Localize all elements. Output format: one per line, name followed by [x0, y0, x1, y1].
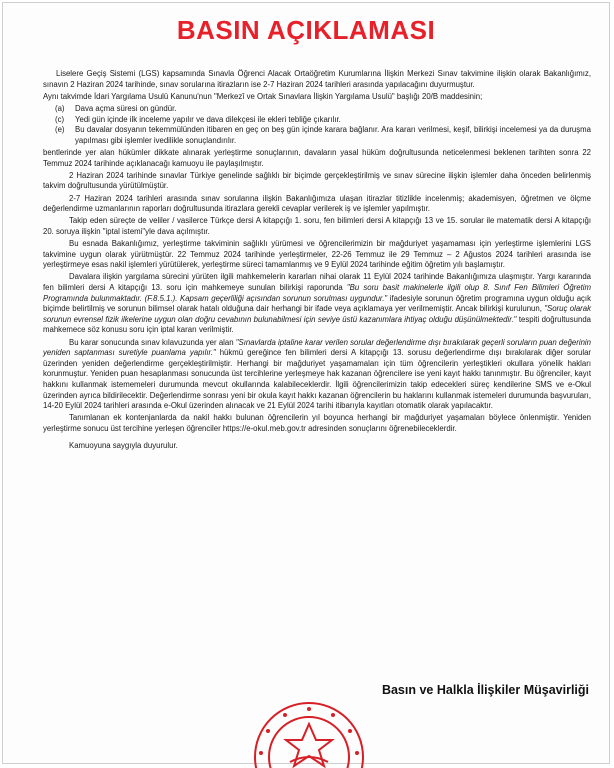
paragraph-8 [43, 272, 591, 336]
list-item [55, 115, 591, 126]
list-marker: (a) [55, 103, 65, 113]
document-body [43, 69, 591, 453]
paragraph-7: Bu esnada Bakanlığımız, yerleştirme takviminin sağlıklı yürümesi ve öğrencilerimizin bir mağduriyet yaşamaması için yerleştirme işlemlerini LGS takvimine uygun olarak yürütmüştür. 22 Temmuz 2024 tarihinde yerleştirmeler, 22-26 Temmuz ile 29 Temmuz – 2 Ağustos 2024 tarihleri arasında ise yerleştirmeye esas nakil işlemleri yürütülerek, yerleştirme süreci tamamlanmış ve 9 Eylül 2024 tarihinde eğitim öğretim yılı başlamıştır. [43, 239, 591, 270]
list-marker: (c) [55, 114, 65, 124]
paragraph-1: Liselere Geçiş Sistemi (LGS) kapsamında Sınavla Öğrenci Alacak Ortaöğretim Kurumlarına İlişkin Merkezi Sınav takvimine ilişkin olarak Bakanlığımız, sınavın 2 Haziran 2024 tarihinde, sınav sorularına itirazların ise 2-7 Haziran 2024 tarihleri arasında yapılacağını duyurmuştur. [43, 69, 591, 89]
list-marker: (e) [55, 125, 65, 135]
emblem-dots [259, 707, 359, 755]
closing-wrapper [43, 441, 591, 452]
list-item [55, 125, 591, 146]
paragraph-8-text: Davalara ilişkin yargılama sürecini yürüten ilgili mahkemelerin kararları nihai olarak 11 Eylül 2024 tarihinde Bakanlığımıza ulaşmıştır. Yargı kararında fen bilimleri dersi A kitapçığı 13. soru için mahkemeye sunulan bilirkişi raporunda [43, 272, 591, 293]
closing-line: Kamuoyuna saygıyla duyurulur. [69, 440, 178, 450]
signature: Basın ve Halkla İlişkiler Müşavirliği [381, 683, 589, 697]
clause-list [55, 104, 591, 146]
ministry-emblem-icon [250, 698, 368, 768]
press-release-page [2, 2, 610, 764]
paragraph-8-text: ifadesiyle sorunun öğretim programına uygun olduğu açık biçimde belirtilmiş ve sorunun bilimsel olarak hatalı olduğuna dair herhangi bir ifade veya açıklamaya yer verilmemiştir. Ancak bilirkişi kurulunun, [43, 293, 591, 314]
paragraph-9-text: Bu karar sonucunda sınav kılavuzunda yer alan [69, 337, 236, 347]
paragraph-3: bentlerinde yer alan hükümler dikkate alınarak yerleştirme sonuçlarının, davaların yasal hüküm doğrultusunda neticelenmesi beklenen tarihten sonra 22 Temmuz 2024 tarihinde açıklanacağı kamuoyu ile paylaşılmıştır. [43, 147, 591, 168]
expert-report-quote: "Bu soru basit makinelerle ilgili olup 8. Sınıf Fen Bilimleri Öğretim Programında bulunmaktadır. (F.8.5.1.). Kapsam geçerliliği açısından sorunun sorulması uygundur." [43, 283, 591, 303]
list-item [55, 104, 591, 115]
paragraph-4: 2 Haziran 2024 tarihinde sınavlar Türkiye genelinde sağlıklı bir biçimde gerçekleştirilmiş ve sınav sürecine ilişkin işlemler daha önceden belirlenmiş takvim doğrultusunda yürütülmüştür. [43, 170, 591, 191]
emblem-outer-ring [255, 703, 363, 768]
page-title: BASIN AÇIKLAMASI [176, 15, 436, 45]
paragraph-9-text: hükmü gereğince fen bilimleri dersi A kitapçığı 13. sorusu değerlendirme dışı bırakılarak diğer sorular üzerinden yeniden değerlendirme gerçekleştirilmiştir. Herhangi bir mağduriyet yaşamamaları için tüm öğrencilerin yerleştikleri okullara yönelik hakları korunmuştur. Yeniden puan hesaplanması sonucunda üst tercihlerine yerleşmeye hak kazanan öğrencilere ise yeni kayıt hakkı tanınmıştır. Bu öğrenciler, kayıt hakkını kullanmak istememeleri durumunda mevcut okullarında kalabileceklerdir. İlgili öğrencilerimizin takip edecekleri süreç kendilerine SMS ve e-Okul üzerinden ayrıca bildirilecektir. Değerlendirme sonrası yeni bir okula kayıt hakkı kazanan öğrencilerin bu haklarını kullanmak istemeleri durumunda başvuruları, 14-20 Eylül 2024 tarihleri arasında e-Okul üzerinden alınacak ve 21 Eylül 2024 tarihi itibarıyla kayıtları otomatik olarak yapılacaktır. [43, 348, 592, 411]
paragraph-6: Takip eden süreçte de veliler / vasilerce Türkçe dersi A kitapçığı 1. soru, fen bilimleri dersi A kitapçığı 13 ve 15. sorular ile matematik dersi A kitapçığı 20. soruya ilişkin "iptal istemi"yle dava açılmıştır. [43, 216, 591, 236]
paragraph-2: Aynı takvimde İdari Yargılama Usulü Kanunu'nun "Merkezî ve Ortak Sınavlara İlişkin Yargılama Usulü" başlığı 20/B maddesinin; [43, 91, 483, 101]
paragraph-10: Tanımlanan ek kontenjanlarda da nakil hakkı bulunan öğrencilerin yıl boyunca herhangi bir mağduriyet yaşamaları böylece önlenmiştir. Yeniden yerleştirme sonucu üst tercihine yerleşen öğrenciler https://e-okul.meb.gov.tr adresinden sonuçlarını öğrenebileceklerdir. [43, 413, 591, 433]
paragraph-8-text: tespiti doğrultusunda mahkemece söz konusu soru için iptal kararı verilmiştir. [43, 314, 591, 335]
list-text: Dava açma süresi on gündür. [75, 103, 177, 113]
emblem-svg [250, 698, 368, 768]
exam-guide-quote: "Sınavlarda iptaline karar verilen sorular değerlendirme dışı bırakılarak geçerli soruların puan değerinin yeniden saptanması suretiyle puanlama yapılır." [43, 337, 591, 358]
list-text: Bu davalar dosyanın tekemmülünden itibaren en geç on beş gün içinde karara bağlanır. Ara kararı verilmesi, keşif, bilirkişi incelemesi ya da duruşma yapılması gibi işlemler ivedilikle sonuçlandırılır. [75, 125, 591, 145]
list-text: Yedi gün içinde ilk inceleme yapılır ve dava dilekçesi ile ekleri tebliğe çıkarılır. [75, 114, 341, 124]
paragraph-5: 2-7 Haziran 2024 tarihleri arasında sınav sorularına ilişkin Bakanlığımıza ulaşan itirazlar titizlikle incelenmiş; akademisyen, öğretmen ve ölçme değerlendirme uzmanlarının raporları doğrultusunda itirazlara gerekli cevaplar verilerek iş ve işlemler yapılmıştır. [43, 193, 591, 214]
expert-committee-quote: "Soruç olarak sorunun evrensel fizik ilkelerine uygun olan doğru cevabının bulunabilmesi için seviye üstü kazanımlara ihtiyaç olduğu düşünülmektedir." [43, 304, 591, 324]
paragraph-9 [43, 338, 591, 412]
